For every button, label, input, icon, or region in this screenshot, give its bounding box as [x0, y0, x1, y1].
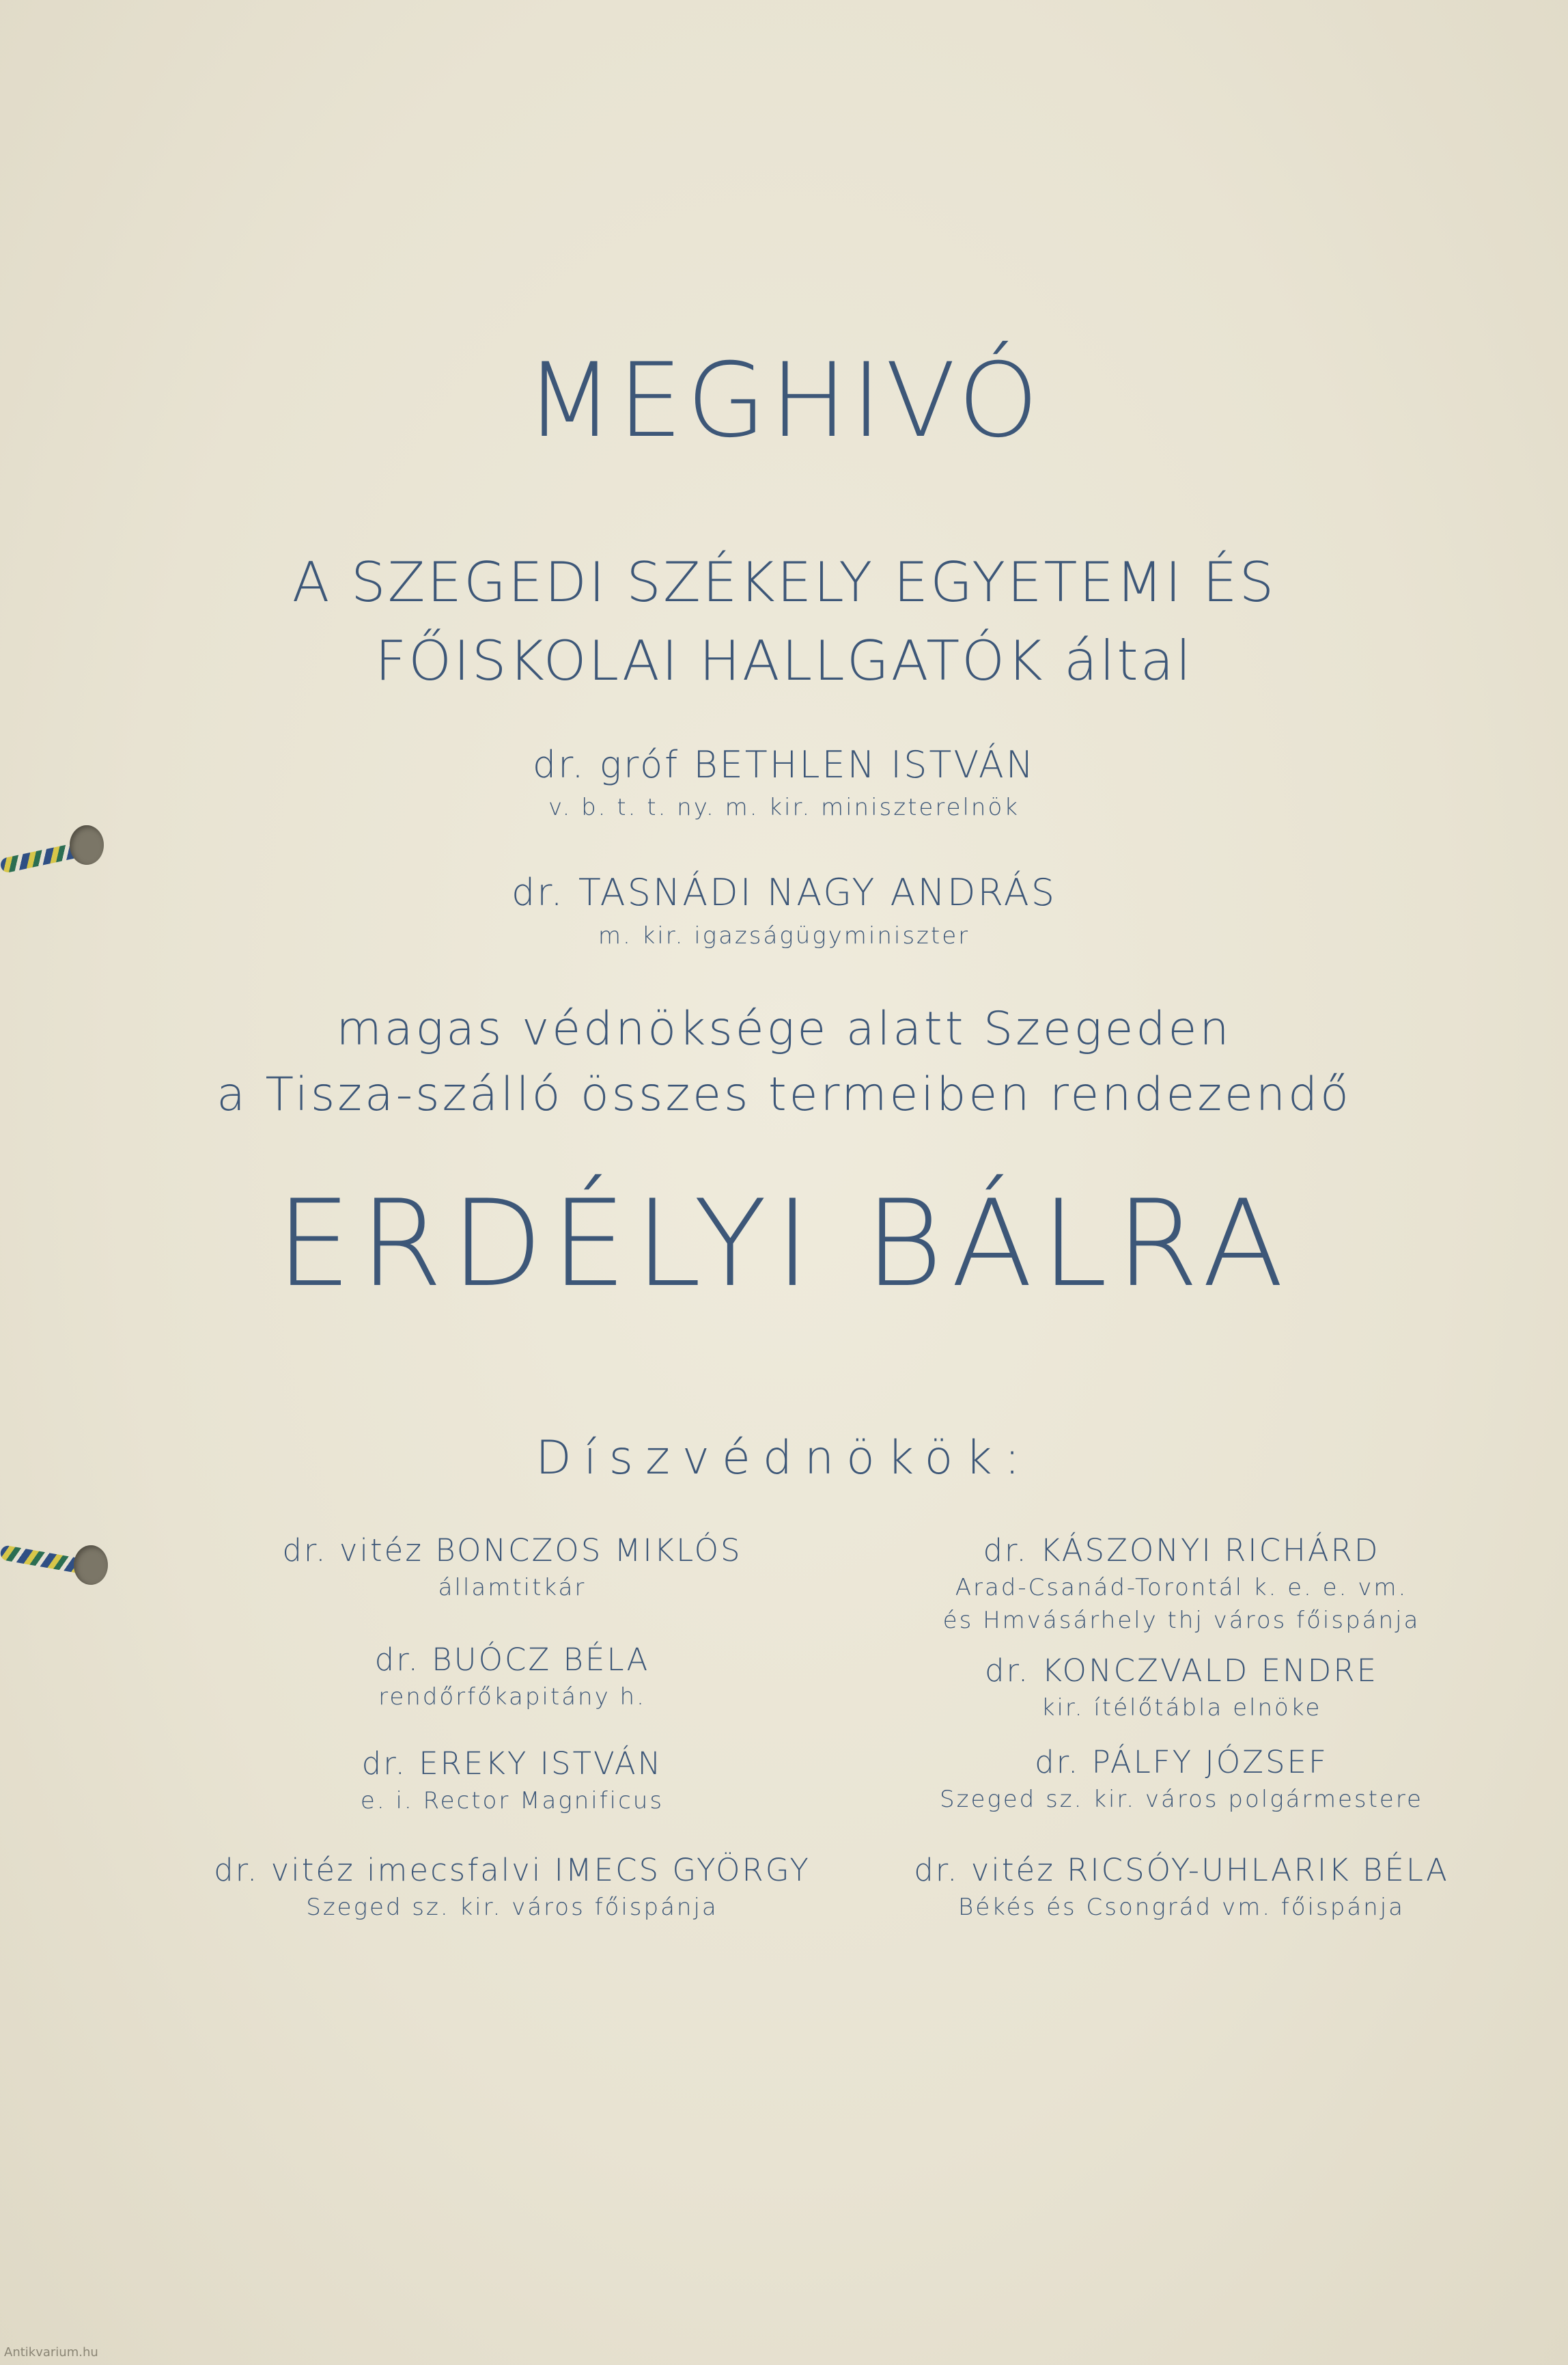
- honorary-entry: [171, 1743, 854, 1817]
- honorary-name: dr. EREKY ISTVÁN: [361, 1745, 663, 1782]
- honorary-entry: [171, 1850, 854, 1924]
- venue-line-2: a Tisza-szálló összes termeiben rendezendő: [216, 1068, 1352, 1122]
- patron-name: dr. TASNÁDI NAGY ANDRÁS: [511, 871, 1057, 914]
- honorary-entry: [171, 1530, 854, 1604]
- honorary-entry: [840, 1850, 1523, 1924]
- honorary-name: dr. KÁSZONYI RICHÁRD: [983, 1532, 1380, 1568]
- honorary-entry: [840, 1530, 1523, 1637]
- honorary-title: Békés és Csongrád vm. főispánja: [958, 1894, 1405, 1921]
- honorary-entry: [840, 1742, 1523, 1816]
- binding-hole-top: [70, 825, 104, 865]
- honorary-title: kir. ítélőtábla elnöke: [1041, 1694, 1322, 1721]
- page-title: MEGHIVÓ: [525, 342, 1043, 460]
- binding-hole-bottom: [74, 1545, 108, 1585]
- venue-line-1: magas védnöksége alatt Szegeden: [336, 1002, 1232, 1056]
- patron-title: v. b. t. t. ny. m. kir. miniszterelnök: [548, 794, 1020, 821]
- honorary-title: e. i. Rector Magnificus: [360, 1787, 664, 1814]
- honorary-left-column: [171, 1530, 854, 1940]
- honorary-title: Szeged sz. kir. város főispánja: [306, 1894, 718, 1921]
- honorary-patrons-heading: Díszvédnökök:: [535, 1431, 1033, 1485]
- watermark: Antikvarium.hu: [4, 2345, 98, 2360]
- honorary-title: rendőrfőkapitány h.: [378, 1683, 646, 1711]
- event-name: ERDÉLYI BÁLRA: [276, 1175, 1292, 1314]
- honorary-name: dr. BUÓCZ BÉLA: [374, 1642, 650, 1678]
- honorary-title: Arad-Csanád-Torontál k. e. e. vm.: [955, 1574, 1408, 1601]
- honorary-name: dr. vitéz imecsfalvi IMECS GYÖRGY: [214, 1852, 811, 1888]
- patron-title: m. kir. igazságügyminiszter: [598, 922, 970, 950]
- patron-name: dr. gróf BETHLEN ISTVÁN: [532, 743, 1036, 786]
- honorary-title-line-2: és Hmvásárhely thj város főispánja: [942, 1607, 1420, 1634]
- honorary-name: dr. vitéz RICSÓY-UHLARIK BÉLA: [914, 1852, 1449, 1888]
- honorary-entry: [171, 1640, 854, 1713]
- organizer-line-2: FŐISKOLAI HALLGATÓK által: [375, 629, 1193, 693]
- honorary-right-column: [840, 1530, 1523, 1940]
- honorary-entry: [840, 1650, 1523, 1724]
- honorary-title: államtitkár: [438, 1574, 587, 1601]
- organizer-line-1: A SZEGEDI SZÉKELY EGYETEMI ÉS: [292, 551, 1276, 614]
- honorary-name: dr. PÁLFY JÓZSEF: [1035, 1744, 1328, 1780]
- honorary-name: dr. vitéz BONCZOS MIKLÓS: [282, 1532, 742, 1568]
- honorary-name: dr. KONCZVALD ENDRE: [984, 1652, 1379, 1689]
- honorary-title: Szeged sz. kir. város polgármestere: [940, 1786, 1423, 1813]
